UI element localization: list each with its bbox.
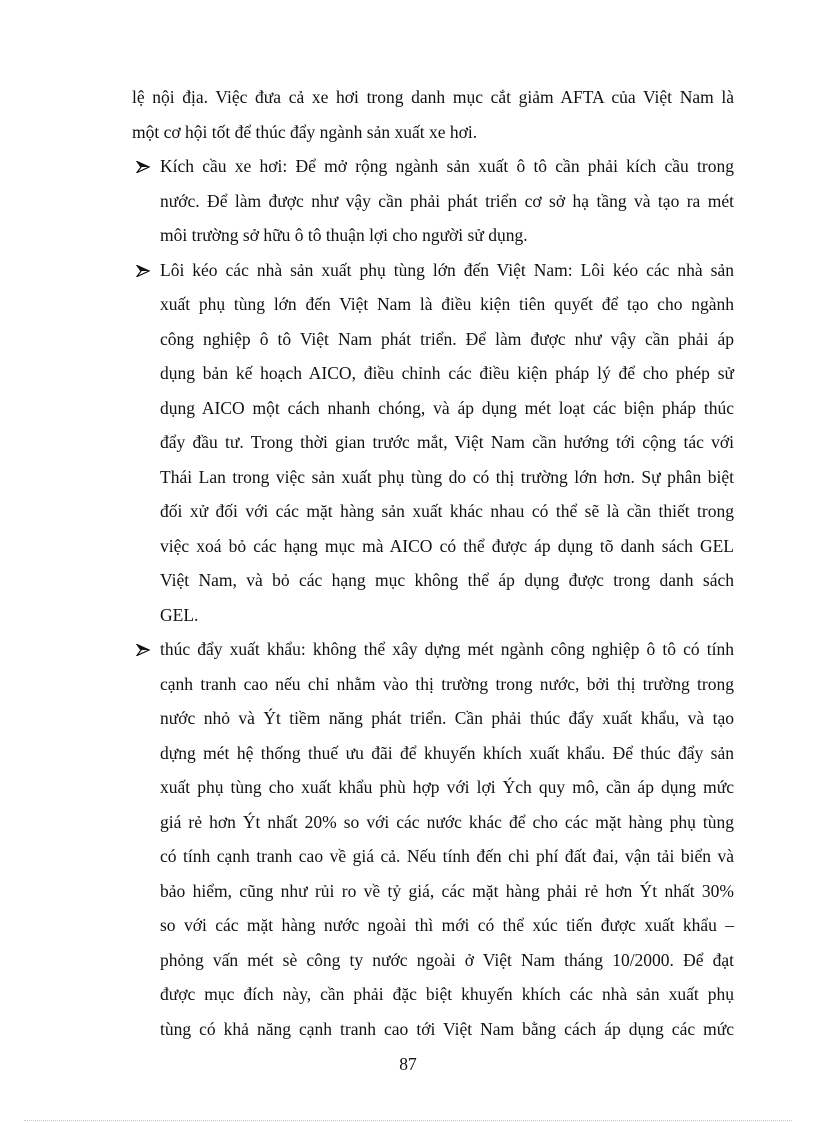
text-line: môi trường sở hữu ô tô thuận lợi cho người sử dụng. (160, 225, 528, 245)
text-line: Việt Nam, và bỏ các hạng mục không thể áp dụng được trong danh sách (160, 570, 734, 590)
text-line: dụng AICO một cách nhanh chóng, và áp dụng mét loạt các biện pháp thúc (160, 397, 734, 418)
text-line: dụng bản kế hoạch AICO, điều chỉnh các điều kiện pháp lý để cho phép sử (160, 363, 734, 383)
text-line: có tính cạnh tranh cao về giá cả. Nếu tính đến chi phí đất đai, vận tải biển và (160, 846, 734, 866)
text-line: một cơ hội tốt để thúc đẩy ngành sản xuất xe hơi. (132, 121, 478, 142)
text-line: xuất phụ tùng cho xuất khẩu phù hợp với lợi Ých quy mô, cần áp dụng mức (160, 777, 734, 797)
page-number: 87 (399, 1054, 417, 1074)
text-line: Lôi kéo các nhà sản xuất phụ tùng lớn đến Việt Nam: Lôi kéo các nhà sản (160, 259, 734, 280)
bullet-item-attract-suppliers (132, 253, 734, 633)
bullet-item-export-promotion (132, 632, 734, 1046)
text-line: dựng mét hệ thống thuế ưu đãi để khuyến khích xuất khẩu. Để thúc đẩy sản (160, 742, 734, 763)
arrowhead-bullet-icon (136, 161, 150, 173)
text-line: xuất phụ tùng lớn đến Việt Nam là điều kiện tiên quyết để tạo cho ngành (160, 294, 734, 314)
text-line: nước nhỏ và Ýt tiềm năng phát triển. Cần phải thúc đẩy xuất khẩu, và tạo (160, 708, 734, 728)
text-line: nước. Để làm được như vậy cần phải phát triển cơ sở hạ tầng và tạo ra mét (160, 190, 734, 211)
text-line: được mục đích này, cần phải đặc biệt khuyến khích các nhà sản xuất phụ (160, 984, 734, 1004)
text-line: cạnh tranh cao nếu chỉ nhằm vào thị trường trong nước, bởi thị trường trong (160, 673, 734, 694)
text-line: việc xoá bỏ các hạng mục mà AICO có thể được áp dụng tõ danh sách GEL (160, 535, 734, 556)
body-text (132, 80, 734, 1046)
footer-divider (24, 1120, 792, 1121)
text-line: Kích cầu xe hơi: Để mở rộng ngành sản xuất ô tô cần phải kích cầu trong (160, 156, 734, 176)
arrowhead-bullet-icon (136, 265, 150, 277)
text-line: đối xử đối với các mặt hàng sản xuất khác nhau có thể sẽ là cần thiết trong (160, 501, 734, 521)
bullet-item-demand-stimulus (132, 149, 734, 253)
text-line: lệ nội địa. Việc đưa cả xe hơi trong danh mục cắt giảm AFTA của Việt Nam là (132, 87, 734, 107)
text-line: đẩy đầu tư. Trong thời gian trước mắt, Việt Nam cần hướng tới cộng tác với (160, 432, 734, 452)
text-line: công nghiệp ô tô Việt Nam phát triển. Để làm được như vậy cần phải áp (160, 328, 734, 349)
text-line: giá rẻ hơn Ýt nhất 20% so với các nước khác để cho các mặt hàng phụ tùng (160, 811, 734, 832)
intro-paragraph (132, 80, 734, 149)
text-line: bảo hiểm, cũng như rủi ro về tỷ giá, các mặt hàng phải rẻ hơn Ýt nhất 30% (160, 880, 734, 901)
text-line: thúc đẩy xuất khẩu: không thể xây dựng mét ngành công nghiệp ô tô có tính (160, 639, 734, 659)
arrowhead-bullet-icon (136, 644, 150, 656)
text-line: so với các mặt hàng nước ngoài thì mới có thể xúc tiến được xuất khẩu – (160, 915, 734, 935)
text-line: phỏng vấn mét sè công ty nước ngoài ở Việt Nam tháng 10/2000. Để đạt (160, 949, 734, 970)
text-line: Thái Lan trong việc sản xuất phụ tùng do có thị trường lớn hơn. Sự phân biệt (160, 466, 734, 487)
text-line: GEL. (160, 604, 199, 625)
text-line: tùng có khả năng cạnh tranh cao tới Việt Nam bằng cách áp dụng các mức (160, 1018, 734, 1039)
